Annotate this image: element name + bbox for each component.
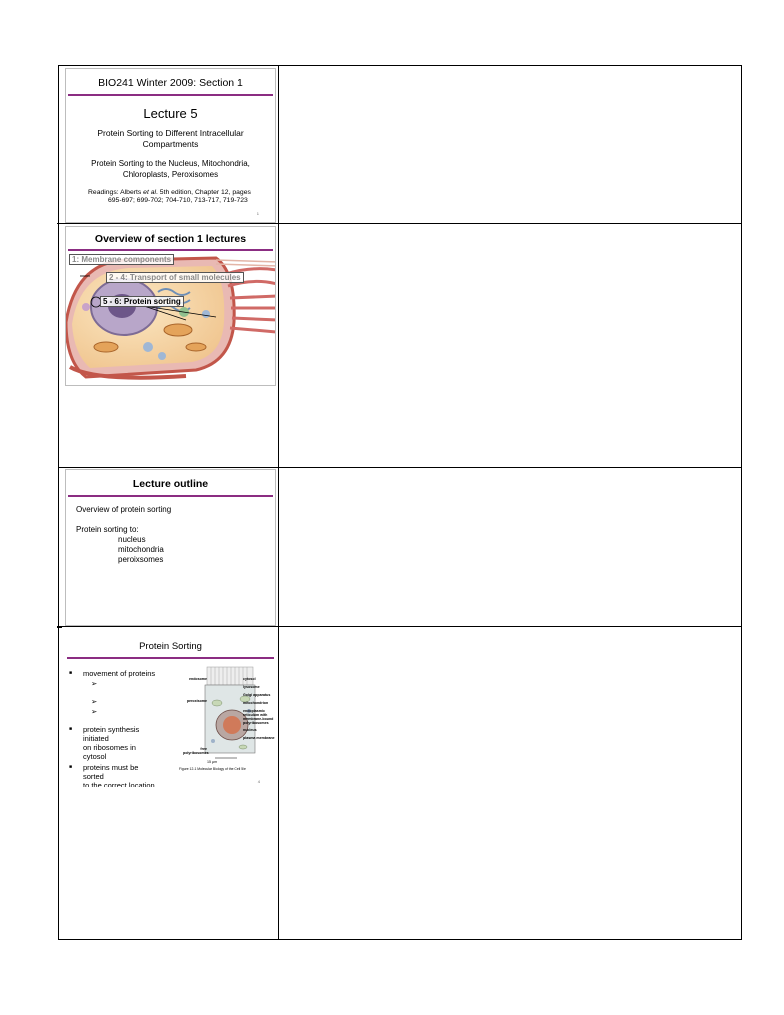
lecture-topics: Protein Sorting to the Nucleus, Mitochondria, Chloroplasts, Peroxisomes: [91, 159, 250, 179]
outline-list: [118, 535, 275, 565]
slide-1: [65, 68, 276, 223]
slide-title: Lecture outline: [132, 478, 209, 490]
readings: Readings: Alberts et al. 5th edition, Chapter 12, pages: [88, 189, 251, 196]
square-bullet-icon: ■: [69, 670, 73, 676]
title-rule: [68, 94, 273, 96]
slide-3: [65, 469, 276, 626]
page-number: 4: [257, 779, 260, 784]
list-item: ■ movement of proteins: [69, 669, 156, 678]
label-membrane-components: 1: Membrane components: [69, 254, 174, 265]
slide-4: Protein Sorting ■ movement of proteins ➢ ➢ ➢ ■ protein synthesis initiated on ribosomes in cytosol ■ proteins must be sorted to the correct location endosome peroxisome free polyribosomes cytosol lysosome Golgi apparatus mitochondrion endoplasmic reticulum with membrane-bound polyribosomes nucleus plasma membrane 15 µm Figure 12-1 Molecular Biology of the Cell 5/e 4: [65, 629, 276, 787]
list-item: nucleus: [118, 535, 146, 544]
list-item: mitochondria: [118, 545, 164, 554]
handout-sheet: [58, 65, 742, 940]
figure-caption: Figure 12-1 Molecular Biology of the Cell 5/e: [179, 767, 246, 771]
label-transport: 2 - 4: Transport of small molecules: [106, 272, 244, 283]
arrow-bullet-icon: ➢: [91, 707, 98, 716]
arrow-bullet-icon: ➢: [91, 679, 98, 688]
handout-row-4: [59, 627, 741, 940]
bullet-list: [69, 669, 161, 787]
list-item: ■ proteins must be sorted to the correct location: [69, 763, 155, 787]
outline-line: Overview of protein sorting: [76, 505, 172, 514]
slide-title: Protein Sorting: [139, 641, 202, 652]
figure-scale: 15 µm: [207, 760, 218, 764]
handout-row-3: [59, 468, 741, 627]
slide-2: [65, 226, 276, 386]
lecture-subtitle: Protein Sorting to Different Intracellular Compartments: [97, 128, 244, 149]
title-rule: [67, 657, 274, 659]
lecture-title: Lecture 5: [143, 106, 198, 121]
list-item: ■ protein synthesis initiated on ribosomes in cytosol: [69, 725, 140, 761]
list-item: peroixsomes: [118, 555, 164, 564]
handout-row-2: [59, 224, 741, 468]
reading-pages: 695-697; 699-702; 704-710, 713-717, 719-723: [108, 197, 248, 204]
arrow-bullet-icon: ➢: [91, 697, 98, 706]
square-bullet-icon: ■: [69, 764, 73, 770]
label-protein-sorting: 5 - 6: Protein sorting: [100, 296, 184, 307]
square-bullet-icon: ■: [69, 726, 73, 732]
title-rule: [68, 495, 273, 497]
handout-row-1: [59, 66, 741, 224]
slide-title: Overview of section 1 lectures: [94, 233, 247, 245]
slide-header: BIO241 Winter 2009: Section 1: [98, 77, 243, 89]
page-number: 1: [256, 211, 259, 216]
outline-line: Protein sorting to:: [76, 525, 139, 534]
title-rule: [68, 249, 273, 251]
